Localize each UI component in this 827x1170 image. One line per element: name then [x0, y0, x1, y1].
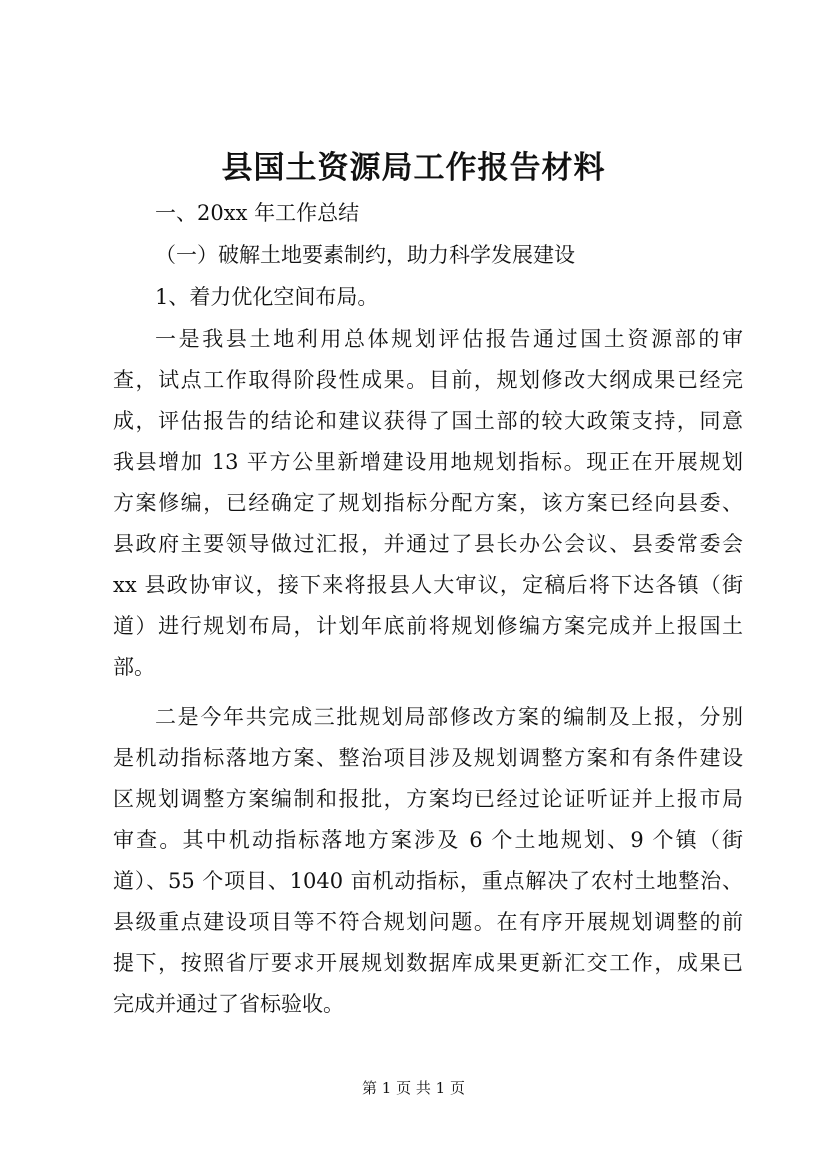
paragraph-line: 区规划调整方案编制和报批，方案均已经过论证听证并上报市局: [113, 787, 743, 811]
paragraph-line: 道）、55 个项目、1040 亩机动指标，重点解决了农村土地整治、: [113, 869, 743, 893]
subsection-heading: （一）破解土地要素制约，助力科学发展建设: [155, 243, 575, 267]
paragraph-line: 成，评估报告的结论和建议获得了国土部的较大政策支持，同意: [113, 409, 743, 433]
paragraph-line: 二是今年共完成三批规划局部修改方案的编制及上报，分别: [155, 705, 743, 729]
item-heading: 1、着力优化空间布局。: [155, 285, 379, 309]
paragraph-line: 是机动指标落地方案、整治项目涉及规划调整方案和有条件建设: [113, 746, 743, 770]
paragraph-line: 方案修编，已经确定了规划指标分配方案，该方案已经向县委、: [113, 491, 743, 515]
paragraph-line: 查，试点工作取得阶段性成果。目前，规划修改大纲成果已经完: [113, 368, 743, 392]
paragraph-line: xx 县政协审议，接下来将报县人大审议，定稿后将下达各镇（街: [113, 573, 743, 597]
paragraph-line: 提下，按照省厅要求开展规划数据库成果更新汇交工作，成果已: [113, 951, 743, 975]
paragraph-line: 完成并通过了省标验收。: [113, 992, 344, 1016]
paragraph-line: 县政府主要领导做过汇报，并通过了县长办公会议、县委常委会: [113, 532, 743, 556]
paragraph-line: 县级重点建设项目等不符合规划问题。在有序开展规划调整的前: [113, 910, 743, 934]
paragraph-line: 道）进行规划布局，计划年底前将规划修编方案完成并上报国土: [113, 614, 743, 638]
paragraph-line: 一是我县土地利用总体规划评估报告通过国土资源部的审: [155, 327, 743, 351]
section-heading: 一、20xx 年工作总结: [155, 201, 360, 225]
document-title: 县国土资源局工作报告材料: [221, 150, 606, 186]
paragraph-line: 部。: [113, 655, 155, 679]
paragraph-1: [113, 319, 743, 688]
paragraph-line: 审查。其中机动指标落地方案涉及 6 个土地规划、9 个镇（街: [113, 828, 743, 852]
page-footer: 第 1 页 共 1 页: [362, 1079, 465, 1097]
paragraph-2: [113, 697, 743, 1025]
paragraph-line: 我县增加 13 平方公里新增建设用地规划指标。现正在开展规划: [113, 450, 743, 474]
